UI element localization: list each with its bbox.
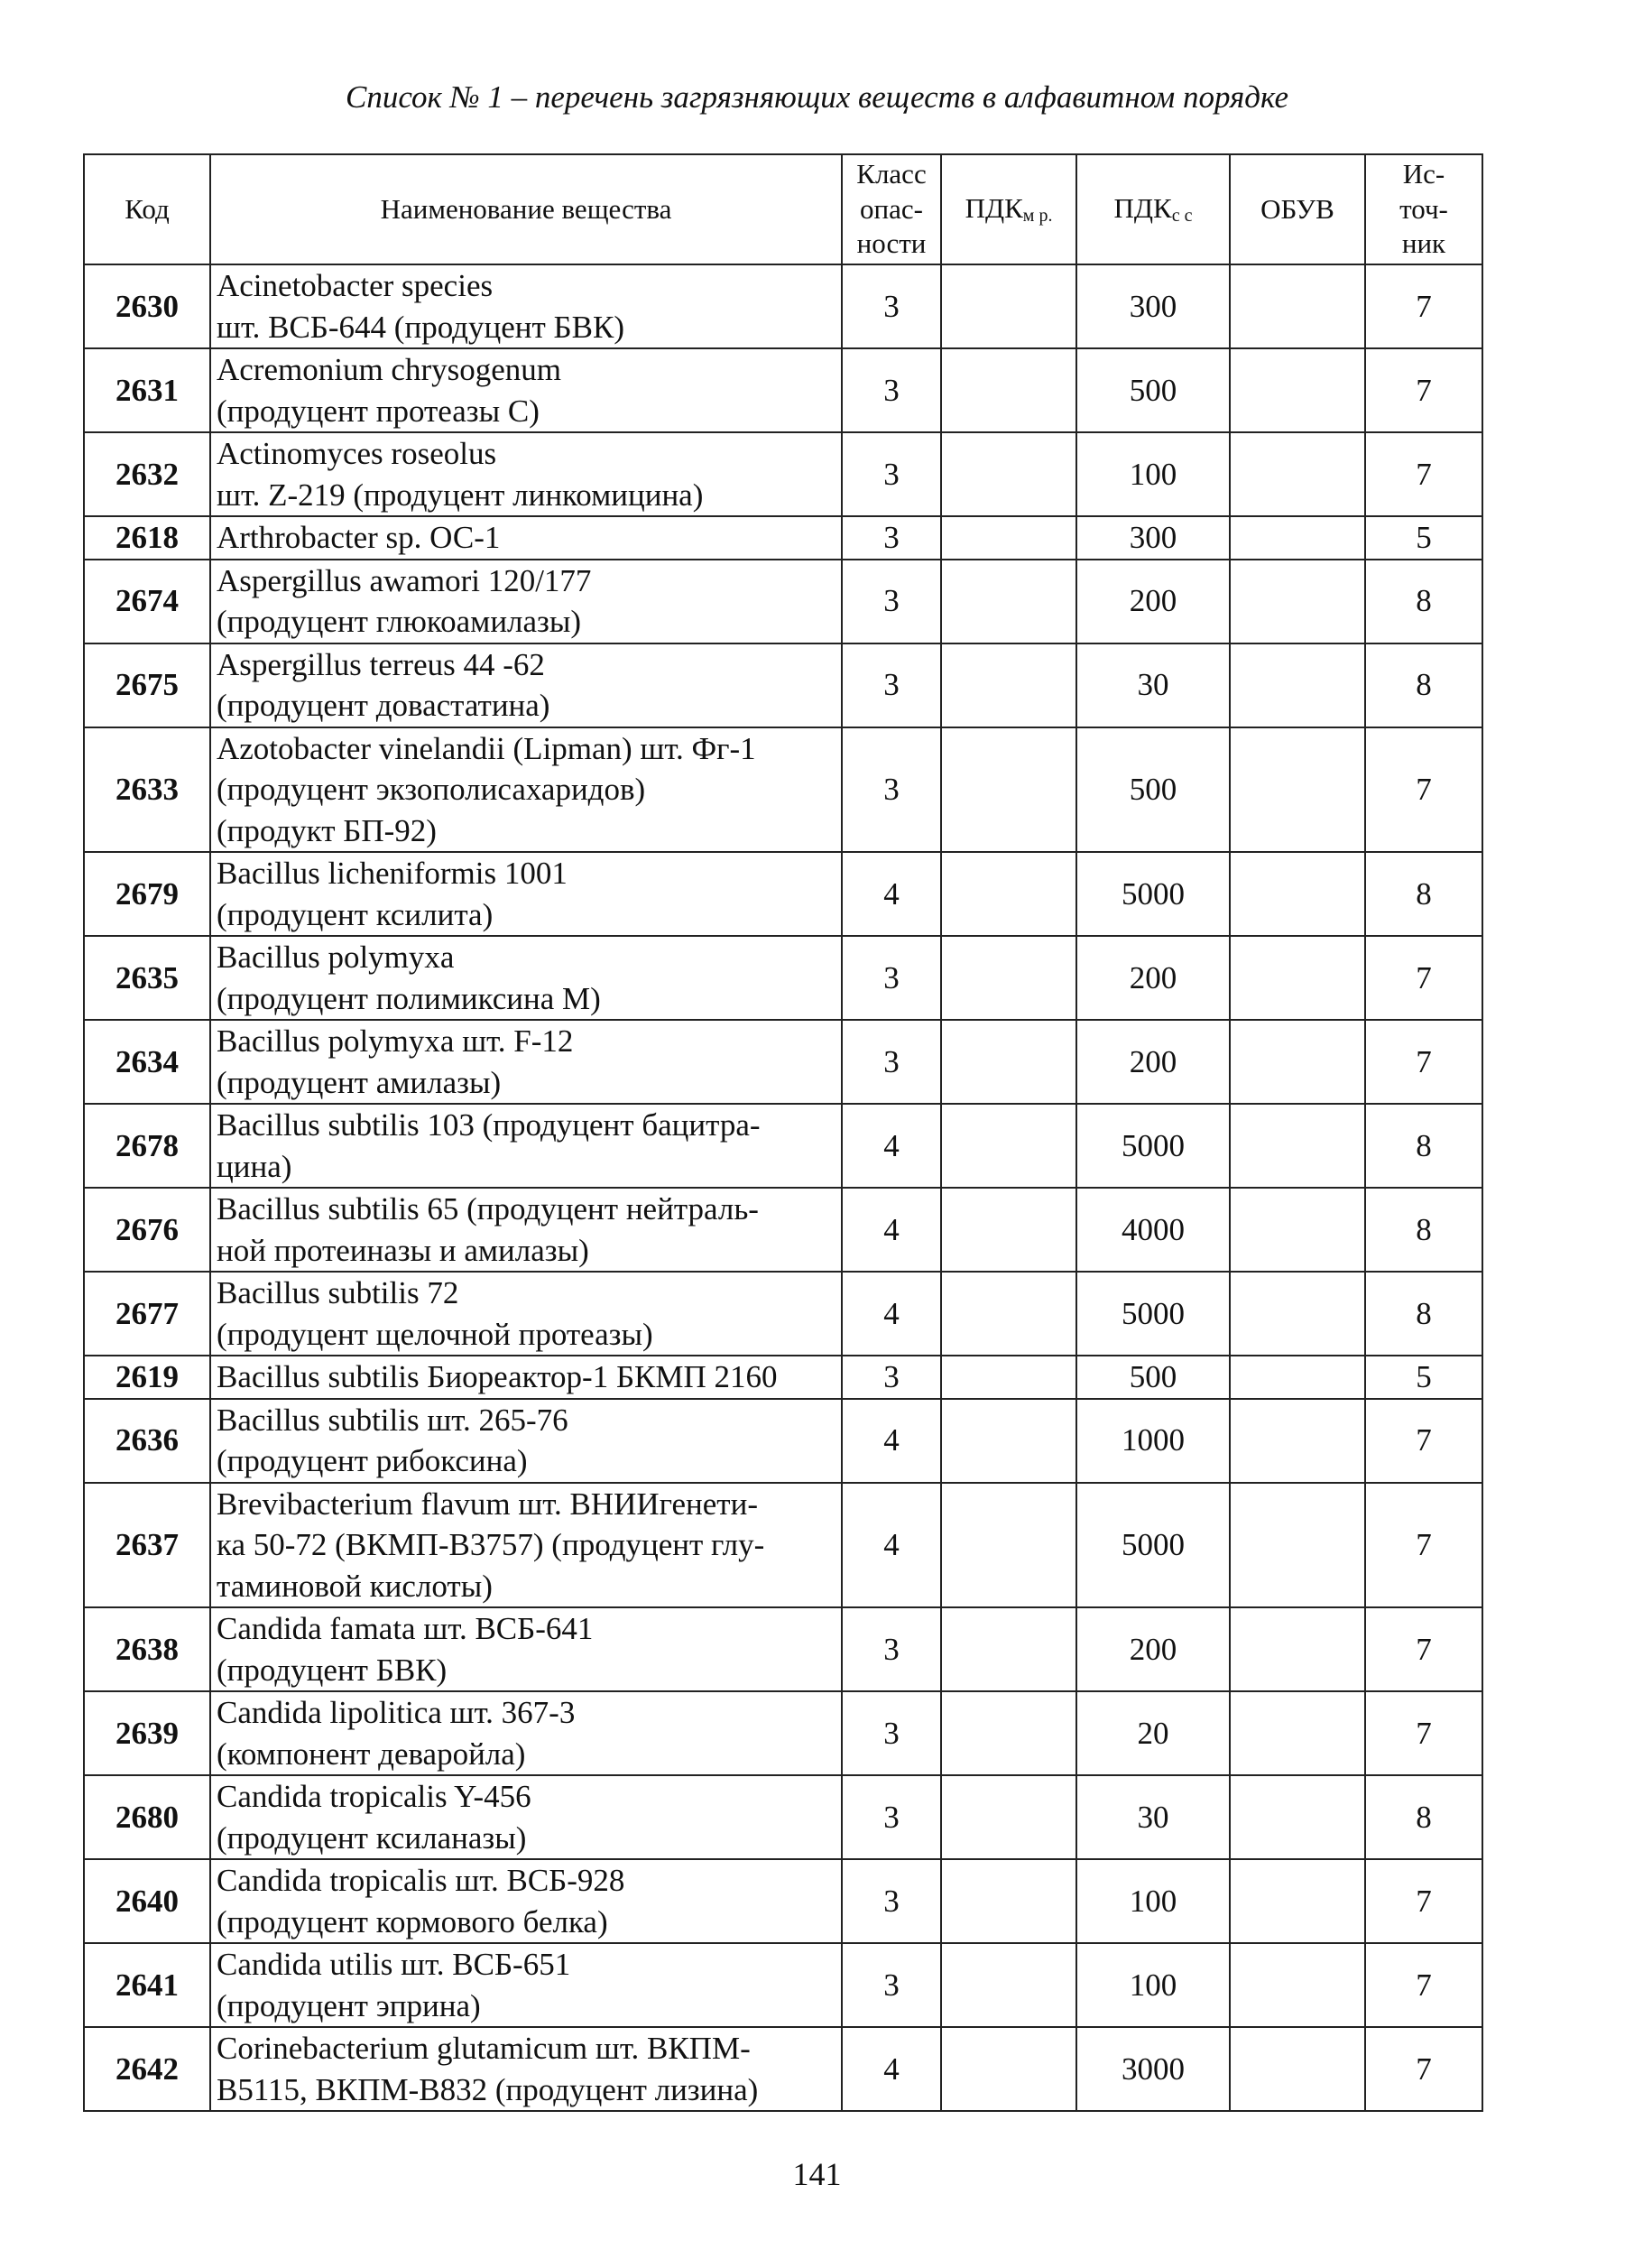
cell-obuv (1230, 852, 1365, 936)
cell-code: 2680 (84, 1775, 210, 1859)
cell-source: 5 (1365, 516, 1482, 560)
cell-code: 2633 (84, 727, 210, 853)
cell-code: 2632 (84, 432, 210, 516)
cell-code: 2618 (84, 516, 210, 560)
cell-obuv (1230, 432, 1365, 516)
table-row (84, 1104, 1482, 1188)
table-row (84, 727, 1482, 853)
cell-obuv (1230, 1775, 1365, 1859)
cell-pdk-mr (941, 1691, 1076, 1775)
cell-code: 2676 (84, 1188, 210, 1272)
cell-code: 2619 (84, 1356, 210, 1399)
cell-obuv (1230, 1607, 1365, 1691)
cell-obuv (1230, 560, 1365, 643)
cell-hazard-class: 3 (842, 1775, 941, 1859)
cell-code: 2630 (84, 264, 210, 348)
cell-hazard-class: 3 (842, 1356, 941, 1399)
cell-pdk-mr (941, 1104, 1076, 1188)
cell-obuv (1230, 1272, 1365, 1356)
cell-hazard-class: 3 (842, 516, 941, 560)
page-title: Список № 1 – перечень загрязняющих веществ в алфавитном порядке (345, 79, 1288, 115)
cell-pdk-mr (941, 560, 1076, 643)
cell-hazard-class: 4 (842, 1483, 941, 1608)
cell-source: 8 (1365, 643, 1482, 727)
cell-pdk-ss: 30 (1076, 1775, 1230, 1859)
cell-name: Brevibacterium flavum шт. ВНИИгенети- ка 50-72 (ВКМП-В3757) (продуцент глу- таминовой кислоты) (210, 1483, 842, 1608)
cell-name: Bacillus subtilis 72 (продуцент щелочной протеазы) (210, 1272, 842, 1356)
cell-code: 2642 (84, 2027, 210, 2111)
cell-name: Candida tropicalis шт. ВСБ-928 (продуцент кормового белка) (210, 1859, 842, 1943)
cell-pdk-ss: 100 (1076, 1943, 1230, 2027)
cell-obuv (1230, 348, 1365, 432)
header-pdk-mr: $ПДК_{м р.}$ (941, 154, 1076, 264)
cell-pdk-ss: 300 (1076, 516, 1230, 560)
cell-obuv (1230, 1943, 1365, 2027)
table-row (84, 1272, 1482, 1356)
cell-pdk-mr (941, 1399, 1076, 1483)
cell-pdk-ss: 100 (1076, 1859, 1230, 1943)
cell-name: Actinomyces roseolus шт. Z-219 (продуцент линкомицина) (210, 432, 842, 516)
cell-hazard-class: 3 (842, 348, 941, 432)
cell-code: 2677 (84, 1272, 210, 1356)
cell-name: Candida famata шт. ВСБ-641 (продуцент БВК) (210, 1607, 842, 1691)
cell-pdk-ss: 500 (1076, 348, 1230, 432)
cell-name: Bacillus subtilis 65 (продуцент нейтраль- ной протеиназы и амилазы) (210, 1188, 842, 1272)
cell-obuv (1230, 2027, 1365, 2111)
cell-hazard-class: 3 (842, 264, 941, 348)
cell-pdk-ss: 1000 (1076, 1399, 1230, 1483)
cell-pdk-ss: 300 (1076, 264, 1230, 348)
cell-name: Arthrobacter sp. ОС-1 (210, 516, 842, 560)
cell-pdk-ss: 5000 (1076, 852, 1230, 936)
cell-name: Bacillus licheniformis 1001 (продуцент ксилита) (210, 852, 842, 936)
cell-pdk-mr (941, 1020, 1076, 1104)
cell-hazard-class: 4 (842, 1188, 941, 1272)
cell-code: 2678 (84, 1104, 210, 1188)
cell-source: 8 (1365, 560, 1482, 643)
cell-code: 2635 (84, 936, 210, 1020)
cell-obuv (1230, 1399, 1365, 1483)
cell-pdk-mr (941, 852, 1076, 936)
cell-name: Bacillus subtilis 103 (продуцент бацитра- цина) (210, 1104, 842, 1188)
cell-obuv (1230, 1188, 1365, 1272)
cell-obuv (1230, 936, 1365, 1020)
table-row (84, 348, 1482, 432)
table-row (84, 1775, 1482, 1859)
cell-code: 2631 (84, 348, 210, 432)
cell-name: Aspergillus terreus 44 -62 (продуцент довастатина) (210, 643, 842, 727)
cell-pdk-mr (941, 264, 1076, 348)
cell-pdk-ss: 500 (1076, 727, 1230, 853)
cell-code: 2637 (84, 1483, 210, 1608)
cell-pdk-ss: 100 (1076, 432, 1230, 516)
header-pdk-ss: $ПДК_{с с}$ (1076, 154, 1230, 264)
header-source: Ис- точ- ник (1365, 154, 1482, 264)
cell-name: Acremonium chrysogenum (продуцент протеазы С) (210, 348, 842, 432)
page-number: 141 (792, 2156, 842, 2192)
cell-pdk-mr (941, 1943, 1076, 2027)
table-row (84, 2027, 1482, 2111)
cell-code: 2636 (84, 1399, 210, 1483)
cell-source: 7 (1365, 1483, 1482, 1608)
cell-code: 2675 (84, 643, 210, 727)
cell-source: 8 (1365, 1272, 1482, 1356)
table-row (84, 1399, 1482, 1483)
cell-pdk-mr (941, 2027, 1076, 2111)
cell-name: Bacillus polymyxa (продуцент полимиксина М) (210, 936, 842, 1020)
table-row (84, 936, 1482, 1020)
cell-source: 7 (1365, 1399, 1482, 1483)
cell-pdk-mr (941, 1859, 1076, 1943)
cell-pdk-ss: 200 (1076, 1020, 1230, 1104)
table-row (84, 643, 1482, 727)
cell-pdk-ss: 200 (1076, 1607, 1230, 1691)
cell-hazard-class: 3 (842, 1943, 941, 2027)
cell-obuv (1230, 643, 1365, 727)
cell-source: 7 (1365, 1859, 1482, 1943)
table-row (84, 1188, 1482, 1272)
cell-pdk-mr (941, 643, 1076, 727)
cell-name: Bacillus subtilis шт. 265-76 (продуцент рибоксина) (210, 1399, 842, 1483)
cell-source: 7 (1365, 1691, 1482, 1775)
cell-code: 2640 (84, 1859, 210, 1943)
cell-source: 5 (1365, 1356, 1482, 1399)
cell-name: Candida utilis шт. ВСБ-651 (продуцент эприна) (210, 1943, 842, 2027)
cell-source: 8 (1365, 1188, 1482, 1272)
cell-pdk-ss: 3000 (1076, 2027, 1230, 2111)
table-row (84, 1020, 1482, 1104)
cell-name: Azotobacter vinelandii (Lipman) шт. Фг-1 (продуцент экзополисахаридов) (продукт БП-92) (210, 727, 842, 853)
table-row (84, 264, 1482, 348)
cell-pdk-mr (941, 727, 1076, 853)
cell-hazard-class: 3 (842, 1020, 941, 1104)
cell-hazard-class: 4 (842, 1104, 941, 1188)
cell-hazard-class: 4 (842, 2027, 941, 2111)
cell-code: 2674 (84, 560, 210, 643)
cell-hazard-class: 4 (842, 1272, 941, 1356)
table-row (84, 560, 1482, 643)
cell-pdk-mr (941, 1483, 1076, 1608)
cell-hazard-class: 3 (842, 1607, 941, 1691)
cell-code: 2679 (84, 852, 210, 936)
table-row (84, 1691, 1482, 1775)
cell-obuv (1230, 1483, 1365, 1608)
header-code: Код (84, 154, 210, 264)
header-obuv: ОБУВ (1230, 154, 1365, 264)
cell-pdk-ss: 500 (1076, 1356, 1230, 1399)
cell-pdk-ss: 30 (1076, 643, 1230, 727)
cell-code: 2639 (84, 1691, 210, 1775)
cell-source: 7 (1365, 432, 1482, 516)
cell-source: 7 (1365, 1020, 1482, 1104)
table-row (84, 1607, 1482, 1691)
table-row (84, 852, 1482, 936)
cell-hazard-class: 3 (842, 643, 941, 727)
table-row (84, 1483, 1482, 1608)
cell-pdk-ss: 5000 (1076, 1104, 1230, 1188)
substances-table (83, 153, 1483, 2112)
table-row (84, 516, 1482, 560)
cell-pdk-ss: 5000 (1076, 1483, 1230, 1608)
cell-pdk-mr (941, 432, 1076, 516)
cell-source: 7 (1365, 1943, 1482, 2027)
cell-pdk-mr (941, 1272, 1076, 1356)
cell-source: 7 (1365, 727, 1482, 853)
cell-hazard-class: 3 (842, 936, 941, 1020)
header-name: Наименование вещества (210, 154, 842, 264)
cell-pdk-mr (941, 348, 1076, 432)
cell-source: 8 (1365, 1104, 1482, 1188)
cell-obuv (1230, 1104, 1365, 1188)
cell-source: 7 (1365, 1607, 1482, 1691)
table-row (84, 1356, 1482, 1399)
cell-obuv (1230, 1356, 1365, 1399)
cell-source: 7 (1365, 936, 1482, 1020)
cell-source: 7 (1365, 348, 1482, 432)
cell-pdk-ss: 200 (1076, 936, 1230, 1020)
cell-code: 2634 (84, 1020, 210, 1104)
cell-obuv (1230, 1859, 1365, 1943)
cell-pdk-ss: 5000 (1076, 1272, 1230, 1356)
header-hazard-class: Класс опас- ности (842, 154, 941, 264)
table-row (84, 1943, 1482, 2027)
cell-pdk-mr (941, 1188, 1076, 1272)
cell-obuv (1230, 264, 1365, 348)
cell-hazard-class: 4 (842, 852, 941, 936)
cell-code: 2641 (84, 1943, 210, 2027)
cell-pdk-mr (941, 1607, 1076, 1691)
cell-hazard-class: 3 (842, 727, 941, 853)
cell-pdk-ss: 20 (1076, 1691, 1230, 1775)
cell-name: Candida tropicalis Y-456 (продуцент ксиланазы) (210, 1775, 842, 1859)
cell-name: Aspergillus awamori 120/177 (продуцент глюкоамилазы) (210, 560, 842, 643)
cell-pdk-mr (941, 1775, 1076, 1859)
cell-obuv (1230, 727, 1365, 853)
cell-obuv (1230, 1691, 1365, 1775)
cell-hazard-class: 3 (842, 432, 941, 516)
cell-pdk-mr (941, 1356, 1076, 1399)
cell-pdk-ss: 4000 (1076, 1188, 1230, 1272)
cell-source: 8 (1365, 1775, 1482, 1859)
cell-name: Bacillus polymyxa шт. F-12 (продуцент амилазы) (210, 1020, 842, 1104)
table-row (84, 1859, 1482, 1943)
cell-source: 7 (1365, 2027, 1482, 2111)
cell-pdk-mr (941, 936, 1076, 1020)
cell-code: 2638 (84, 1607, 210, 1691)
cell-name: Acinetobacter species шт. ВСБ-644 (продуцент БВК) (210, 264, 842, 348)
cell-hazard-class: 3 (842, 1859, 941, 1943)
cell-hazard-class: 3 (842, 1691, 941, 1775)
cell-source: 8 (1365, 852, 1482, 936)
cell-hazard-class: 4 (842, 1399, 941, 1483)
cell-hazard-class: 3 (842, 560, 941, 643)
cell-pdk-mr (941, 516, 1076, 560)
table-row (84, 432, 1482, 516)
cell-name: Bacillus subtilis Биореактор-1 БКМП 2160 (210, 1356, 842, 1399)
cell-name: Corinebacterium glutamicum шт. ВКПМ- В5115, ВКПМ-В832 (продуцент лизина) (210, 2027, 842, 2111)
cell-obuv (1230, 516, 1365, 560)
header-row (84, 154, 1482, 264)
cell-pdk-ss: 200 (1076, 560, 1230, 643)
cell-obuv (1230, 1020, 1365, 1104)
cell-source: 7 (1365, 264, 1482, 348)
cell-name: Candida lipolitica шт. 367-3 (компонент деваройла) (210, 1691, 842, 1775)
